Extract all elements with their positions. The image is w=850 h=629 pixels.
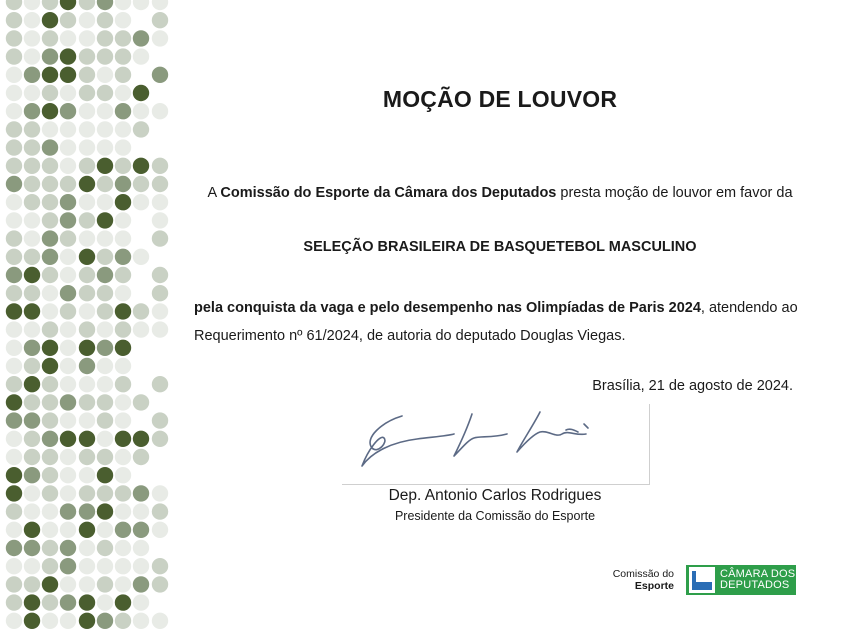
intro-paragraph: A Comissão do Esporte da Câmara dos Deputados presta moção de louvor em favor da [207,185,793,201]
decorative-dot-pattern [0,0,175,629]
camara-emblem-icon [689,567,715,593]
honoree-name: SELEÇÃO BRASILEIRA DE BASQUETEBOL MASCULINO [303,239,697,255]
camara-logo: CÂMARA DOS DEPUTADOS [686,565,796,595]
document-date: Brasília, 21 de agosto de 2024. [592,378,793,394]
signature-area [342,404,650,485]
signatory-name: Dep. Antonio Carlos Rodrigues [388,487,602,504]
handwritten-signature [342,404,650,485]
signatory-role: Presidente da Comissão do Esporte [394,509,596,523]
commission-name: Comissão do Esporte da Câmara dos Deputados [220,185,557,201]
reason-paragraph: pela conquista da vaga e pelo desempenho nas Olimpíadas de Paris 2024, atendendo ao Requerimento nº 61/2024, de autoria do deputado Douglas Viegas. [194,300,798,344]
document-body [190,0,810,629]
reason-text: pela conquista da vaga e pelo desempenho nas Olimpíadas de Paris 2024 [194,300,701,316]
document-title: MOÇÃO DE LOUVOR [382,86,618,112]
commission-logo: Comissão do Esporte [612,568,674,592]
